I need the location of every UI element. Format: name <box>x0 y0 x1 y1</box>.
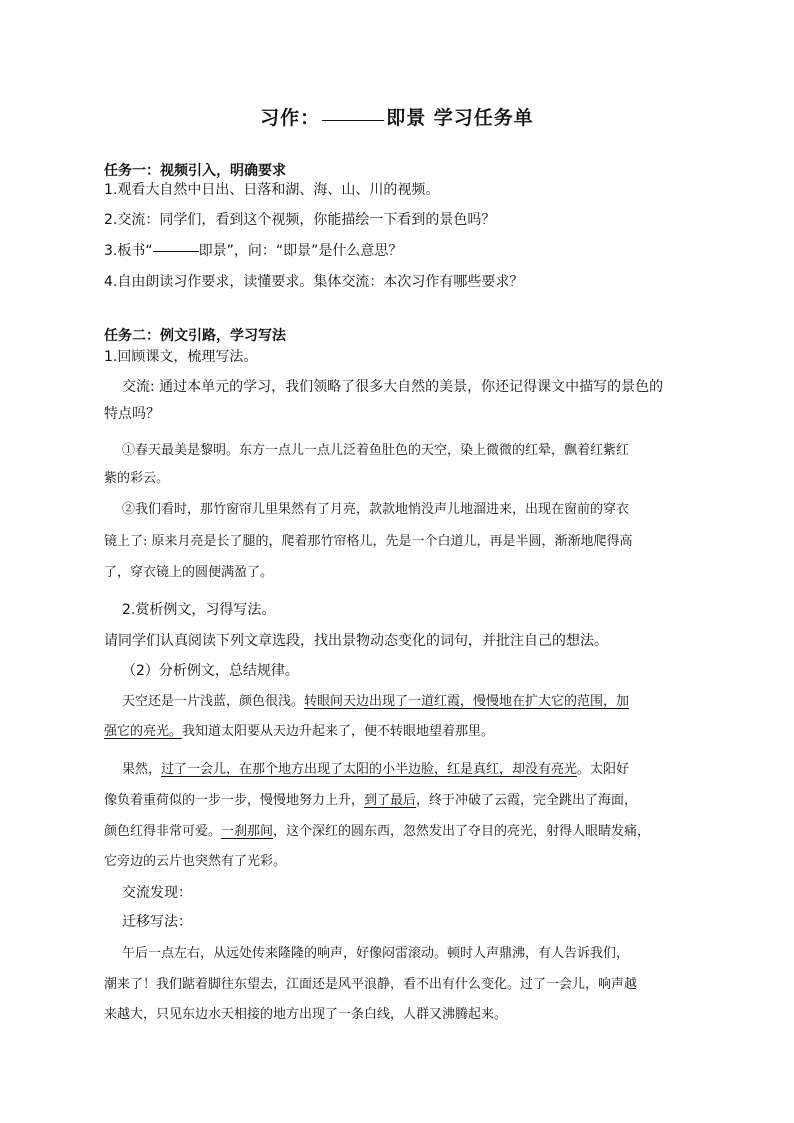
task1-item-3-a: 3.板书“ <box>104 243 153 259</box>
task1-item-3-b: 即景”，问：“即景”是什么意思？ <box>198 243 403 259</box>
example2-plain-2: 。太阳好 <box>577 762 630 777</box>
example2-plain-6: ，这个深红的圆东西，忽然发出了夺目的亮光，射得人眼睛发痛， <box>273 824 651 839</box>
task2-analyze: （2）分析例文，总结规律。 <box>122 663 299 679</box>
task2-exchange-1: 交流: 通过本单元的学习，我们领略了很多大自然的美景，你还记得课文中描写的景色的 <box>122 379 664 395</box>
title-blank <box>322 120 384 121</box>
task1-item-4: 4.自由朗读习作要求，读懂要求。集体交流：本次习作有哪些要求？ <box>104 274 524 290</box>
quote2-line-1: ②我们看时，那竹窗帘儿里果然有了月亮，款款地悄没声儿地溜进来，出现在窗前的穿衣 <box>122 502 630 517</box>
example2-underlined-3: 一刹那间 <box>221 824 274 839</box>
quote1-line-2: 紫的彩云。 <box>104 471 170 486</box>
task2-heading: 任务二：例文引路，学习写法 <box>104 328 286 344</box>
task2-discover: 交流发现： <box>122 885 192 901</box>
example2-plain-3: 像负着重荷似的一步一步，慢慢地努力上升， <box>104 793 365 808</box>
transfer-line-2: 潮来了！我们踮着脚往东望去，江面还是风平浪静，看不出有什么变化。过了一会儿，响声越 <box>104 977 638 992</box>
example2-underlined-1: 过了一会儿，在那个地方出现了太阳的小半边脸，红是真红，却没有亮光 <box>161 762 578 777</box>
example1-underlined-1: 转眼间天边出现了一道红霞，慢慢地在扩大它的范围，加 <box>304 694 630 709</box>
example2-line-1 <box>122 760 742 780</box>
example2-plain-5: 颜色红得非常可爱。 <box>104 824 222 839</box>
task2-instruction: 请同学们认真阅读下列文章选段，找出景物动态变化的词句，并批注自己的想法。 <box>104 633 608 649</box>
quote2-line-3: 了，穿衣镜上的圆便满盈了。 <box>104 565 274 580</box>
task1-item-3 <box>104 241 724 261</box>
task2-transfer: 迁移写法： <box>122 914 192 930</box>
example1-underlined-2: 强它的亮光。 <box>104 724 183 739</box>
example2-line-2 <box>104 791 724 811</box>
title-suffix: 即景 学习任务单 <box>386 107 534 129</box>
example1-line-1 <box>122 692 742 712</box>
task2-review: 1.回顾课文，梳理写法。 <box>104 349 258 365</box>
quote1-line-1: ①春天最美是黎明。东方一点儿一点儿泛着鱼肚色的天空，染上微微的红晕，飘着红紫红 <box>122 443 630 458</box>
example2-underlined-2: 到了最后 <box>364 793 417 808</box>
example2-line-4: 它旁边的云片也突然有了光彩。 <box>104 854 287 869</box>
task2-exchange-2: 特点吗？ <box>104 406 160 422</box>
task1-item-3-blank <box>153 251 199 252</box>
task1-item-1: 1.观看大自然中日出、日落和湖、海、山、川的视频。 <box>104 182 440 198</box>
example1-plain-2: 我知道太阳要从天边升起来了，便不转眼地望着那里。 <box>182 724 495 739</box>
transfer-line-1: 午后一点左右，从远处传来隆隆的响声，好像闷雷滚动。顿时人声鼎沸，有人告诉我们， <box>122 946 630 961</box>
task1-heading: 任务一：视频引入，明确要求 <box>104 163 286 179</box>
example1-line-2 <box>104 722 724 742</box>
example1-plain-1: 天空还是一片浅蓝，颜色很浅。 <box>122 694 305 709</box>
transfer-line-3: 来越大，只见东边水天相接的地方出现了一条白线，人群又沸腾起来。 <box>104 1007 508 1022</box>
task2-appreciate: 2.赏析例文，习得写法。 <box>122 602 276 618</box>
example2-line-3 <box>104 822 724 842</box>
title-prefix: 习作： <box>260 107 321 129</box>
page-title <box>0 103 794 130</box>
example2-plain-4: ，终于冲破了云霞，完全跳出了海面， <box>416 793 638 808</box>
quote2-line-2: 镜上了: 原来月亮是长了腿的，爬着那竹帘格儿，先是一个白道儿，再是半圆，渐渐地爬得高 <box>104 534 633 549</box>
example2-plain-1: 果然， <box>122 762 162 777</box>
task1-item-2: 2.交流：同学们，看到这个视频，你能描绘一下看到的景色吗？ <box>104 212 496 228</box>
